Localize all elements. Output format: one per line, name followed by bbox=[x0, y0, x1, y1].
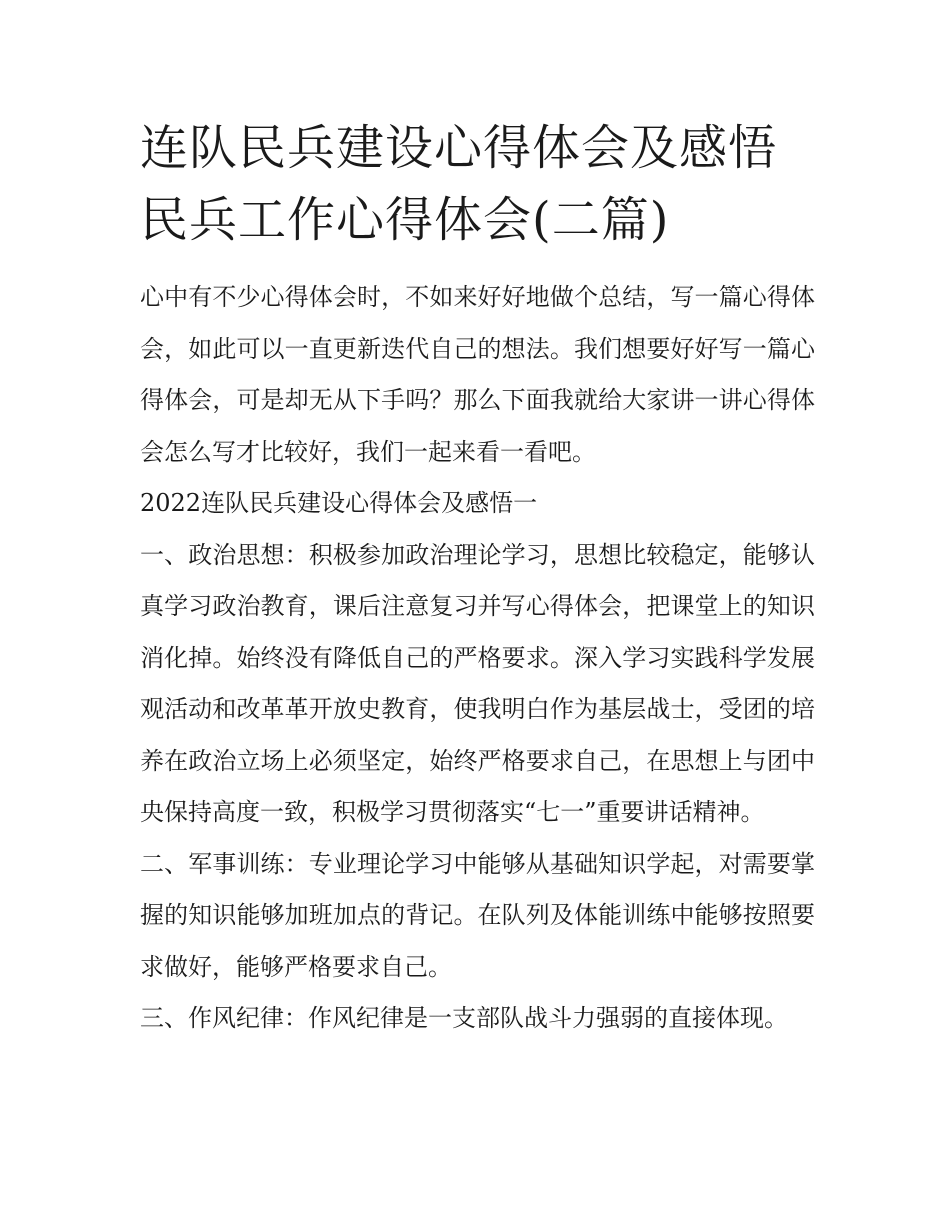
document-page bbox=[140, 112, 815, 1045]
intro-paragraph: 心中有不少心得体会时，不如来好好地做个总结，写一篇心得体会，如此可以一直更新迭代自己的想法。我们想要好好写一篇心得体会，可是却无从下手吗？那么下面我就给大家讲一讲心得体会怎么写才比较好，我们一起来看一看吧。 bbox=[140, 283, 815, 466]
section-heading: 2022连队民兵建设心得体会及感悟一 bbox=[140, 489, 538, 517]
document-title bbox=[140, 112, 815, 256]
discipline-paragraph: 三、作风纪律：作风纪律是一支部队战斗力强弱的直接体现。 bbox=[140, 1004, 788, 1032]
politics-paragraph: 一、政治思想：积极参加政治理论学习，思想比较稳定，能够认真学习政治教育，课后注意复习并写心得体会，把课堂上的知识消化掉。始终没有降低自己的严格要求。深入学习实践科学发展观活动和改革革开放史教育，使我明白作为基层战士，受团的培养在政治立场上必须坚定，始终严格要求自己，在思想上与团中央保持高度一致，积极学习贯彻落实“七一”重要讲话精神。 bbox=[140, 540, 815, 826]
title-line-2: 民兵工作心得体会(二篇) bbox=[140, 192, 670, 248]
training-paragraph: 二、军事训练：专业理论学习中能够从基础知识学起，对需要掌握的知识能够加班加点的背记。在队列及体能训练中能够按照要求做好，能够严格要求自己。 bbox=[140, 849, 815, 981]
title-line-1: 连队民兵建设心得体会及感悟 bbox=[140, 120, 778, 176]
